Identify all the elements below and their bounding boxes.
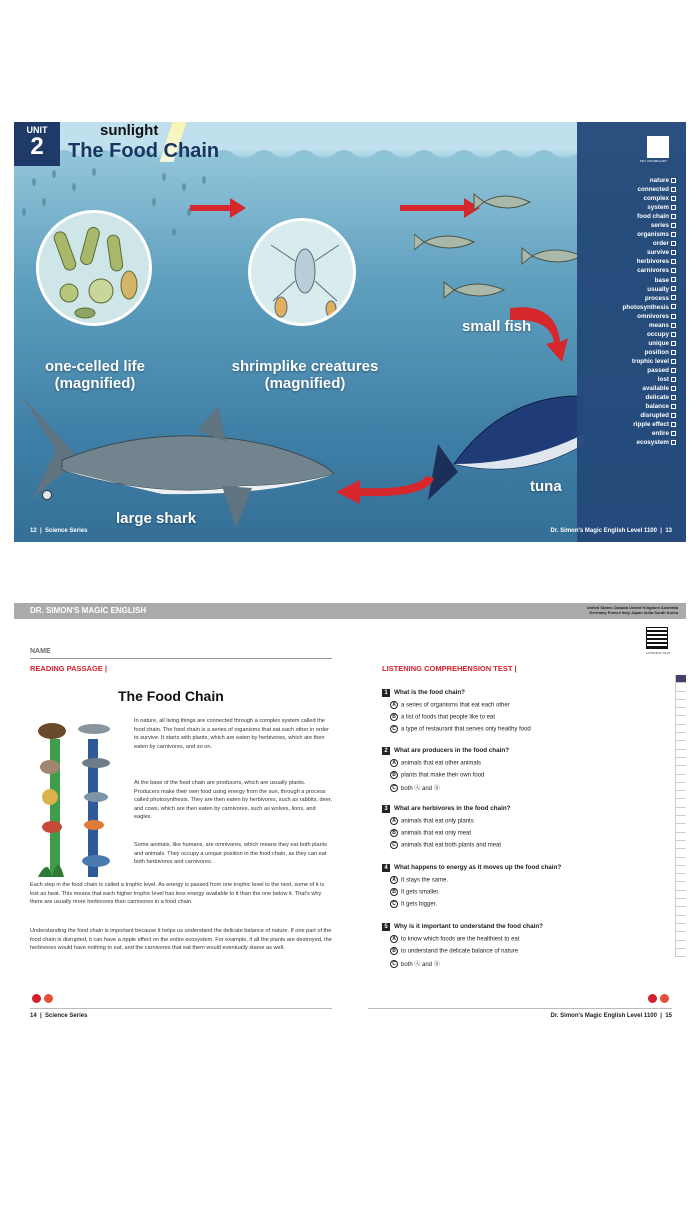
checkbox-icon[interactable] — [671, 431, 676, 436]
shrimplike-line-1: shrimplike creatures — [231, 358, 379, 375]
question-1 — [382, 689, 465, 697]
answer-option[interactable] — [390, 713, 495, 721]
countries-line-1: United States Canada United Kingdom Australia — [586, 605, 678, 610]
checkbox-icon[interactable] — [671, 178, 676, 183]
option-letter: A — [390, 759, 398, 767]
checkbox-icon[interactable] — [671, 332, 676, 337]
arrow-tuna-to-shark — [330, 476, 438, 508]
passage-title: The Food Chain — [118, 688, 224, 704]
side-tab[interactable] — [675, 824, 686, 832]
watermark: © Encyclopaedia — [610, 553, 686, 564]
vocab-item[interactable] — [622, 266, 676, 275]
option-text: It gets bigger. — [401, 901, 438, 908]
pencil-icon[interactable] — [648, 994, 657, 1003]
unit-label: UNIT — [26, 125, 48, 135]
small-fish-group — [414, 186, 604, 316]
footer-right: Dr. Simon's Magic English Level 1100 | 13 — [550, 528, 672, 534]
checkbox-icon[interactable] — [671, 259, 676, 264]
answer-option[interactable] — [390, 759, 481, 767]
vocab-word: balance — [645, 403, 669, 411]
answer-option[interactable] — [390, 783, 440, 792]
vocab-word: nature — [649, 177, 669, 184]
side-tab[interactable] — [675, 733, 686, 741]
checkbox-icon[interactable] — [671, 304, 676, 309]
option-text: animals that eat other animals — [401, 760, 482, 767]
one-celled-line-2: (magnified) — [54, 375, 136, 393]
checkbox-icon[interactable] — [671, 223, 676, 228]
question-3 — [382, 805, 511, 813]
answer-option[interactable] — [390, 817, 474, 825]
option-text: to know which foods are the healthiest to eat — [401, 936, 520, 943]
vocab-item[interactable] — [622, 176, 676, 185]
vocab-word: photosynthesis — [622, 303, 669, 311]
passage-paragraph-5: Understanding the food chain is important because it helps us understand the delicate balance of nature. If one part of the food chain is disrupted, it can have a ripple effect on the entire ecosystem. For example, if all the plants are destroyed, the herbivores would have nothing to eat, and the carnivores that eat them would eventually starve as well. — [30, 928, 332, 951]
side-tab[interactable] — [675, 891, 686, 899]
option-text: It stays the same. — [401, 877, 449, 884]
option-letter: A — [390, 701, 398, 709]
side-tab[interactable] — [675, 907, 686, 915]
option-text: plants that make their own food — [401, 772, 485, 779]
food-chain-pillar-illustration — [32, 719, 124, 879]
option-text: a type of restaurant that serves only healthy food — [401, 726, 531, 733]
vocab-item[interactable] — [622, 348, 676, 357]
option-letter: B — [390, 713, 398, 721]
worksheet-spread — [14, 603, 686, 1023]
vocab-word: organisms — [637, 231, 669, 239]
checkbox-icon[interactable] — [671, 295, 676, 300]
side-tab[interactable] — [675, 866, 686, 874]
vocab-item[interactable] — [622, 257, 676, 266]
countries-line-2: Germany France Italy Japan India South Korea — [589, 610, 678, 615]
answer-option[interactable] — [390, 725, 531, 733]
side-tab[interactable] — [675, 799, 686, 807]
vocab-word: survive — [646, 249, 669, 257]
vocab-word: order — [652, 240, 669, 248]
one-celled-life-magnified — [36, 210, 152, 326]
vocabulary-checklist — [622, 176, 676, 447]
vocab-word: available — [642, 385, 669, 393]
question-number: 4 — [382, 864, 390, 872]
author-avatar — [42, 490, 52, 500]
share-icon[interactable] — [660, 994, 669, 1003]
side-tab[interactable] — [675, 758, 686, 766]
answer-option[interactable] — [390, 771, 484, 779]
vocab-item[interactable] — [622, 330, 676, 339]
checkbox-icon[interactable] — [671, 286, 676, 291]
reading-passage-header: READING PASSAGE | — [30, 664, 107, 673]
vocab-item[interactable] — [622, 312, 676, 321]
bookmark-icon[interactable] — [44, 994, 53, 1003]
option-text: animals that eat only meat — [401, 830, 472, 837]
answer-option[interactable] — [390, 701, 510, 709]
shrimplike-line-2: (magnified) — [264, 375, 346, 393]
one-celled-life-label — [30, 358, 160, 393]
option-text: a list of foods that people like to eat — [401, 714, 496, 721]
side-tab[interactable] — [675, 750, 686, 758]
side-tab[interactable] — [675, 841, 686, 849]
option-text: It gets smaller. — [401, 889, 440, 896]
question-number: 2 — [382, 747, 390, 755]
qr-caption: KEY VOCABULARY — [640, 159, 668, 163]
footer-divider-left — [30, 1008, 332, 1009]
checkbox-icon[interactable] — [671, 277, 676, 282]
side-tab[interactable] — [675, 775, 686, 783]
answer-option[interactable] — [390, 900, 437, 908]
side-tab-strip — [675, 675, 686, 957]
vocab-item[interactable] — [622, 384, 676, 393]
answer-option[interactable] — [390, 876, 448, 884]
option-text: both Ⓐ and Ⓑ — [401, 962, 440, 968]
vocab-item[interactable] — [622, 294, 676, 303]
vocab-word: entire — [651, 430, 669, 438]
side-tab[interactable] — [675, 708, 686, 716]
vocab-item[interactable] — [622, 429, 676, 438]
vocab-word: lost — [657, 376, 669, 384]
vocab-word: unique — [648, 339, 669, 347]
vocab-word: position — [644, 348, 669, 356]
vocab-item[interactable] — [622, 221, 676, 230]
option-letter: B — [390, 947, 398, 955]
option-letter: B — [390, 771, 398, 779]
series-name-2: Science Series — [45, 1013, 88, 1019]
checkbox-icon[interactable] — [671, 314, 676, 319]
food-chain-illustration-spread — [14, 122, 686, 542]
side-tab[interactable] — [675, 675, 686, 683]
question-text: What happens to energy as it moves up the food chain? — [394, 864, 562, 871]
book-title: Dr. Simon's Magic English Level 1100 — [550, 528, 657, 534]
side-tab[interactable] — [675, 700, 686, 708]
option-text: animals that eat both plants and meat — [401, 842, 502, 849]
vocab-item[interactable] — [622, 194, 676, 203]
arrow-plankton-to-shrimp — [190, 198, 246, 218]
checkbox-icon[interactable] — [671, 350, 676, 355]
vocab-word: trophic level — [631, 357, 669, 365]
shrimplike-creatures-label — [220, 358, 390, 393]
answer-option[interactable] — [390, 841, 501, 849]
answer-option[interactable] — [390, 959, 440, 968]
option-letter: C — [390, 725, 398, 733]
large-shark-label: large shark — [116, 510, 197, 527]
option-text: animals that eat only plants — [401, 818, 474, 825]
vocab-word: omnivores — [637, 312, 669, 320]
option-text: to understand the delicate balance of nature — [401, 948, 519, 955]
side-tab[interactable] — [675, 941, 686, 949]
checkbox-icon[interactable] — [671, 359, 676, 364]
passage-paragraph-2: At the base of the food chain are producers, which are usually plants. Producers make their own food using energy from the sun, through a process called photosynthesis. They are then eaten by herbivores, such as rabbits, deer, and cows, which are then eaten by carnivores, such as wolves, lions, and eagles. — [134, 780, 332, 820]
vocab-item[interactable] — [622, 276, 676, 285]
answer-option[interactable] — [390, 888, 440, 896]
vocab-word: delicate — [645, 394, 669, 402]
footer-divider-right — [368, 1008, 672, 1009]
vocab-item[interactable] — [622, 402, 676, 411]
checkbox-icon[interactable] — [671, 241, 676, 246]
answer-option[interactable] — [390, 947, 518, 955]
side-tab[interactable] — [675, 833, 686, 841]
vocab-word: passed — [647, 366, 669, 374]
vocab-item[interactable] — [622, 212, 676, 221]
vocab-item[interactable] — [622, 285, 676, 294]
page-number-14: 14 — [30, 1013, 37, 1019]
checkbox-icon[interactable] — [671, 205, 676, 210]
side-tab[interactable] — [675, 874, 686, 882]
countries-list — [587, 605, 678, 615]
vocab-item[interactable] — [622, 375, 676, 384]
side-tab[interactable] — [675, 932, 686, 940]
vocab-item[interactable] — [622, 366, 676, 375]
small-fish-label: small fish — [462, 318, 532, 335]
shrimplike-creatures-magnified — [248, 218, 356, 326]
vocab-item[interactable] — [622, 248, 676, 257]
side-tab[interactable] — [675, 683, 686, 691]
option-letter: B — [390, 888, 398, 896]
option-letter: A — [390, 935, 398, 943]
question-4 — [382, 864, 561, 872]
passage-paragraph-1: In nature, all living things are connected through a complex system called the food chain. The food chain is a series of organisms that eat each other in order to survive. It starts with plants, which are eaten by herbivores, which are then eaten by carnivores, and so on. — [134, 718, 329, 750]
vocab-word: means — [649, 321, 669, 329]
checkbox-icon[interactable] — [671, 422, 676, 427]
checkbox-icon[interactable] — [671, 395, 676, 400]
question-number: 3 — [382, 805, 390, 813]
passage-paragraph-3: Some animals, like humans, are omnivores, which means they eat both plants and animals. They occupy a unique position in the food chain, as they can eat both herbivores and carnivores. — [134, 842, 328, 865]
option-letter: C — [390, 900, 398, 908]
option-letter: C — [390, 841, 398, 849]
checkbox-icon[interactable] — [671, 377, 676, 382]
option-letter: A — [390, 817, 398, 825]
checkbox-icon[interactable] — [671, 341, 676, 346]
large-shark — [22, 390, 334, 530]
side-tab[interactable] — [675, 766, 686, 774]
book-title-2: Dr. Simon's Magic English Level 1100 — [550, 1013, 657, 1019]
checkbox-icon[interactable] — [671, 368, 676, 373]
side-tab[interactable] — [675, 858, 686, 866]
unit-number: 2 — [30, 133, 44, 160]
checkbox-icon[interactable] — [671, 440, 676, 445]
sunlight-label: sunlight — [100, 122, 159, 139]
answer-option[interactable] — [390, 935, 519, 943]
vocab-word: connected — [637, 186, 669, 194]
checkbox-icon[interactable] — [671, 232, 676, 237]
vocab-item[interactable] — [622, 239, 676, 248]
side-tab[interactable] — [675, 882, 686, 890]
option-text: a series of organisms that eat each other — [401, 702, 510, 709]
checkbox-icon[interactable] — [671, 413, 676, 418]
vocab-word: process — [644, 294, 669, 302]
vocab-item[interactable] — [622, 357, 676, 366]
arrow-fish-to-tuna — [506, 298, 576, 368]
checkbox-icon[interactable] — [671, 214, 676, 219]
vocab-word: occupy — [646, 330, 669, 338]
question-5 — [382, 923, 543, 931]
checkbox-icon[interactable] — [671, 187, 676, 192]
vocab-item[interactable] — [622, 203, 676, 212]
listening-qr-code[interactable] — [646, 627, 668, 649]
side-tab[interactable] — [675, 916, 686, 924]
question-number: 5 — [382, 923, 390, 931]
listening-qr-caption: LISTENING TEST — [646, 651, 671, 655]
option-letter: A — [390, 876, 398, 884]
checkbox-icon[interactable] — [671, 386, 676, 391]
vocab-item[interactable] — [622, 303, 676, 312]
vocab-word: disrupted — [640, 412, 669, 420]
vocab-item[interactable] — [622, 393, 676, 402]
side-tab[interactable] — [675, 791, 686, 799]
side-tab[interactable] — [675, 783, 686, 791]
checkbox-icon[interactable] — [671, 404, 676, 409]
side-tab[interactable] — [675, 808, 686, 816]
brand-title: DR. SIMON'S MAGIC ENGLISH — [30, 606, 147, 615]
checkbox-icon[interactable] — [671, 268, 676, 273]
vocab-word: series — [650, 222, 669, 230]
side-tab[interactable] — [675, 849, 686, 857]
vocab-item[interactable] — [622, 321, 676, 330]
vocab-word: complex — [643, 195, 669, 203]
checkbox-icon[interactable] — [671, 323, 676, 328]
question-text: What is the food chain? — [394, 689, 466, 696]
vocab-word: food chain — [637, 213, 669, 221]
name-line — [30, 658, 332, 659]
one-celled-line-1: one-celled life — [44, 358, 146, 375]
passage-paragraph-4: Each step in the food chain is called a trophic level. As energy is passed from one trophic level to the next, some of it is lost as heat. This means that each higher trophic level has less energy available to it than the one below it. That's why there are usually more herbivores than carnivores in a food chain. — [30, 882, 325, 905]
name-label: NAME — [30, 648, 51, 655]
checkbox-icon[interactable] — [671, 196, 676, 201]
checkbox-icon[interactable] — [671, 250, 676, 255]
vocab-word: carnivores — [637, 267, 669, 275]
page-header-bar — [14, 603, 686, 619]
question-text: What are producers in the food chain? — [394, 747, 510, 754]
vocab-word: base — [654, 276, 669, 284]
option-letter: C — [390, 784, 398, 792]
question-text: Why is it important to understand the food chain? — [394, 923, 544, 930]
vocab-word: usually — [647, 285, 669, 293]
side-tab[interactable] — [675, 949, 686, 957]
tuna-label: tuna — [530, 478, 562, 495]
vocab-word: system — [647, 204, 669, 212]
footer-right-2: Dr. Simon's Magic English Level 1100 | 15 — [550, 1013, 672, 1019]
vocab-word: ripple effect — [633, 421, 669, 429]
question-text: What are herbivores in the food chain? — [394, 805, 511, 812]
vocab-item[interactable] — [622, 411, 676, 420]
series-name: Science Series — [45, 528, 88, 534]
side-tab[interactable] — [675, 899, 686, 907]
side-tab[interactable] — [675, 924, 686, 932]
option-letter: C — [390, 960, 398, 968]
audio-icon[interactable] — [32, 994, 41, 1003]
page-title: The Food Chain — [68, 140, 220, 162]
vocab-item[interactable] — [622, 438, 676, 447]
page-number-12: 12 — [30, 528, 37, 534]
vocab-item[interactable] — [622, 339, 676, 348]
vocabulary-qr-code[interactable] — [647, 136, 669, 158]
vocab-item[interactable] — [622, 420, 676, 429]
answer-option[interactable] — [390, 829, 471, 837]
vocab-item[interactable] — [622, 230, 676, 239]
listening-test-header: LISTENING COMPREHENSION TEST | — [382, 664, 517, 673]
vocab-word: ecosystem — [636, 439, 669, 447]
side-tab[interactable] — [675, 725, 686, 733]
side-tab[interactable] — [675, 716, 686, 724]
question-number: 1 — [382, 689, 390, 697]
question-2 — [382, 747, 509, 755]
page-number-15: 15 — [665, 1013, 672, 1019]
side-tab[interactable] — [675, 741, 686, 749]
vocab-item[interactable] — [622, 185, 676, 194]
footer-left: 12 | Science Series — [30, 528, 88, 534]
side-tab[interactable] — [675, 692, 686, 700]
side-tab[interactable] — [675, 816, 686, 824]
option-letter: B — [390, 829, 398, 837]
page-number-13: 13 — [665, 528, 672, 534]
vocab-word: herbivores — [636, 258, 669, 266]
footer-left-2: 14 | Science Series — [30, 1013, 88, 1019]
option-text: both Ⓐ and Ⓑ — [401, 786, 440, 792]
